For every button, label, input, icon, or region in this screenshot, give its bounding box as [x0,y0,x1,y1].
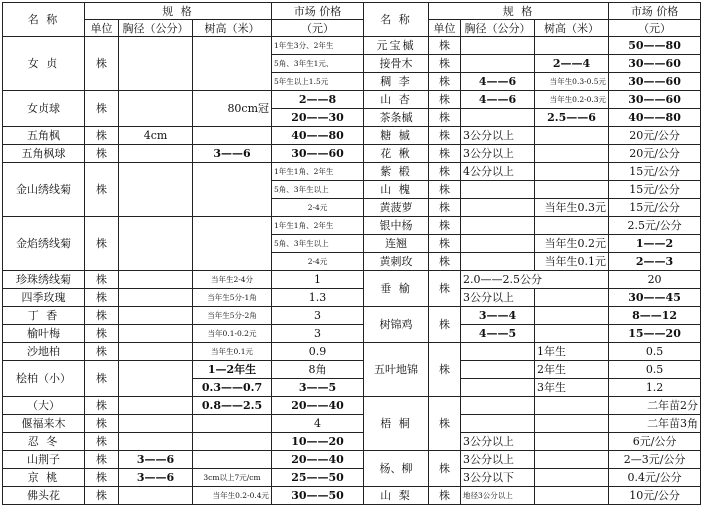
table-cell-name: 黄刺玫 [364,253,429,271]
table-cell-price: 0.5 [609,361,701,379]
table-cell-dbh: 4——6 [461,91,535,109]
table-cell-name: 山 梨 [364,487,429,505]
table-cell-dbh: 3公分以上 [461,433,535,451]
table-cell-dbh [119,145,193,163]
table-cell-height: 当年生0.2-0.3元 [535,91,609,109]
table-cell-name: 银中杨 [364,217,429,235]
table-cell-name: 梧 桐 [364,397,429,451]
table-cell-dbh: 2.0——2.5公分 [461,271,609,289]
table-cell-price: 20元/公分 [609,145,701,163]
table-cell-price: 1年生3分、2年生 [272,37,364,55]
header-yuan-left: （元） [272,20,364,37]
table-cell-height: 80cm冠 [193,91,272,127]
table-cell-name: 杨、柳 [364,451,429,487]
table-cell-price: 2-4元 [272,199,364,217]
table-cell-price: 2——8 [272,91,364,109]
table-cell-height: 0.8——2.5 [193,397,272,415]
table-cell-unit: 株 [429,397,461,451]
table-cell-dbh [461,199,535,217]
table-cell-dbh [119,163,193,217]
table-cell-height: 1年生 [535,343,609,361]
table-cell-dbh: 4cm [119,127,193,145]
table-cell-price: 1.3 [272,289,364,307]
table-cell-price: 15——20 [609,325,701,343]
table-cell-name: 树锦鸡 [364,307,429,343]
table-cell-unit: 株 [429,73,461,91]
header-yuan-right: （元） [609,20,701,37]
table-cell-name: 桧柏（小） [3,361,85,397]
table-cell-height: 当年生2-4分 [193,271,272,289]
table-cell-price: 30——60 [609,73,701,91]
table-cell-unit: 株 [429,253,461,271]
table-cell-unit: 株 [429,55,461,73]
table-cell-dbh [461,361,535,379]
header-height-left: 树高（米） [193,20,272,37]
table-cell-dbh [119,433,193,451]
header-spec-right: 规 格 [429,3,609,20]
table-cell-dbh: 地径3公分以上 [461,487,535,505]
table-cell-dbh [461,55,535,73]
table-cell-name: 金焰绣线菊 [3,217,85,271]
table-cell-price: 5角、3年生以上 [272,181,364,199]
table-cell-name: 山荆子 [3,451,85,469]
table-cell-height: 3cm以上7元/cm [193,469,272,487]
table-cell-name: 黄菠萝 [364,199,429,217]
table-cell-height: 3年生 [535,379,609,397]
table-cell-unit: 株 [429,235,461,253]
header-dbh-left: 胸径（公分） [119,20,193,37]
table-cell-price: 二年苗2分 [609,397,701,415]
table-cell-name: 茶条槭 [364,109,429,127]
table-cell-unit: 株 [85,307,119,325]
table-cell-name: 五叶地锦 [364,343,429,397]
table-cell-price: 1 [272,271,364,289]
table-cell-dbh [461,37,535,55]
header-unit-right: 单位 [429,20,461,37]
table-cell-name: 女 贞 [3,37,85,91]
table-cell-price: 2-4元 [272,253,364,271]
table-cell-dbh: 3公分以上 [461,289,535,307]
table-cell-dbh: 3——4 [461,307,535,325]
table-cell-unit: 株 [85,469,119,487]
table-cell-dbh [461,253,535,271]
table-cell-name: （大） [3,397,85,415]
table-cell-name: 花 楸 [364,145,429,163]
table-cell-dbh [461,343,535,361]
table-cell-price: 5角、3年生以上 [272,235,364,253]
table-cell-dbh [461,397,535,415]
table-cell-height: 当年生0.1元 [193,343,272,361]
table-cell-height: 当年生5分-2角 [193,307,272,325]
table-cell-price: 15元/公分 [609,199,701,217]
table-cell-price: 5年生以上1.5元 [272,73,364,91]
table-cell-price: 40——80 [609,109,701,127]
table-cell-height: 当年生0.3-0.5元 [535,73,609,91]
table-cell-height: 2年生 [535,361,609,379]
table-cell-unit: 株 [85,91,119,127]
table-cell-height [193,415,272,433]
table-cell-price: 20——40 [272,397,364,415]
table-cell-dbh [461,415,535,433]
table-cell-price: 2—3元/公分 [609,451,701,469]
table-cell-height [193,433,272,451]
table-cell-unit: 株 [429,271,461,307]
table-cell-unit: 株 [85,451,119,469]
table-cell-dbh [461,235,535,253]
table-cell-height [535,469,609,487]
table-cell-name: 五角枫 [3,127,85,145]
table-cell-unit: 株 [429,307,461,343]
table-cell-height [535,127,609,145]
table-cell-unit: 株 [429,37,461,55]
table-cell-unit: 株 [85,289,119,307]
table-cell-dbh [461,217,535,235]
table-cell-height [193,37,272,91]
table-cell-unit: 株 [85,415,119,433]
table-cell-dbh: 4公分以上 [461,163,535,181]
table-cell-dbh: 4——5 [461,325,535,343]
header-height-right: 树高（米） [535,20,609,37]
table-cell-unit: 株 [85,361,119,397]
table-cell-price: 0.9 [272,343,364,361]
table-cell-price: 8——12 [609,307,701,325]
table-cell-height [535,37,609,55]
table-cell-price: 10元/公分 [609,487,701,505]
table-cell-unit: 株 [429,217,461,235]
table-cell-price: 20元/公分 [609,127,701,145]
table-cell-dbh [119,307,193,325]
table-cell-price: 20 [609,271,701,289]
table-cell-height [535,433,609,451]
table-cell-price: 5角、3年生1元、 [272,55,364,73]
table-cell-height [193,217,272,271]
table-cell-unit: 株 [429,181,461,199]
table-cell-price: 0.5 [609,343,701,361]
table-cell-name: 丁 香 [3,307,85,325]
table-cell-height [535,163,609,181]
table-cell-unit: 株 [85,397,119,415]
table-cell-height: 当年生5分-1角 [193,289,272,307]
table-cell-name: 糖 槭 [364,127,429,145]
table-cell-name: 京 桃 [3,469,85,487]
table-cell-height [535,307,609,325]
table-cell-unit: 株 [85,217,119,271]
table-cell-price: 2——3 [609,253,701,271]
table-cell-dbh: 3——6 [119,469,193,487]
table-cell-unit: 株 [85,433,119,451]
header-market-right: 市场 价格 [609,3,701,20]
table-cell-height [193,451,272,469]
table-cell-height [535,181,609,199]
table-cell-height: 当年生0.2元 [535,235,609,253]
table-cell-unit: 株 [85,487,119,505]
table-cell-price: 30——60 [272,145,364,163]
table-cell-name: 山 槐 [364,181,429,199]
table-cell-name: 偃福来木 [3,415,85,433]
table-cell-dbh: 3公分以上 [461,451,535,469]
table-cell-dbh [119,343,193,361]
table-cell-dbh: 4——6 [461,73,535,91]
table-cell-price: 0.4元/公分 [609,469,701,487]
table-cell-name: 接骨木 [364,55,429,73]
table-cell-price: 20——30 [272,109,364,127]
table-cell-unit: 株 [429,127,461,145]
table-cell-height: 当年0.1-0.2元 [193,325,272,343]
table-cell-unit: 株 [429,487,461,505]
table-cell-dbh [119,271,193,289]
table-cell-name: 山 杏 [364,91,429,109]
table-cell-height: 当年生0.1元 [535,253,609,271]
header-name-right: 名 称 [364,3,429,37]
header-market-left: 市场 价格 [272,3,364,20]
header-unit-left: 单位 [85,20,119,37]
table-cell-price: 4 [272,415,364,433]
table-cell-name: 金山绣线菊 [3,163,85,217]
table-cell-name: 女贞球 [3,91,85,127]
table-cell-price: 40——80 [272,127,364,145]
table-cell-price: 30——45 [609,289,701,307]
table-cell-dbh: 3公分以下 [461,469,535,487]
table-cell-height: 2.5——6 [535,109,609,127]
table-cell-price: 30——60 [609,91,701,109]
table-cell-height: 0.3——0.7 [193,379,272,397]
table-cell-price: 10——20 [272,433,364,451]
table-cell-dbh [119,415,193,433]
table-cell-name: 榆叶梅 [3,325,85,343]
table-cell-name: 五角枫球 [3,145,85,163]
table-cell-price: 6元/公分 [609,433,701,451]
table-cell-height [535,487,609,505]
table-cell-price: 3 [272,325,364,343]
table-cell-price: 30——50 [272,487,364,505]
table-cell-price: 8角 [272,361,364,379]
table-cell-dbh [461,109,535,127]
table-cell-height [193,163,272,217]
table-cell-price: 25——50 [272,469,364,487]
table-cell-dbh [119,289,193,307]
table-cell-height: 当年生0.3元 [535,199,609,217]
table-cell-height [535,415,609,433]
header-dbh-right: 胸径（公分） [461,20,535,37]
table-cell-price: 3——5 [272,379,364,397]
table-cell-unit: 株 [85,325,119,343]
header-spec-left: 规 格 [85,3,272,20]
table-cell-unit: 株 [85,127,119,145]
table-cell-dbh: 3公分以上 [461,127,535,145]
table-cell-name: 忍 冬 [3,433,85,451]
table-cell-height [193,127,272,145]
table-cell-height: 1—2年生 [193,361,272,379]
table-cell-price: 30——60 [609,55,701,73]
table-cell-price: 2.5元/公分 [609,217,701,235]
table-cell-name: 元宝槭 [364,37,429,55]
table-cell-unit: 株 [85,37,119,91]
table-cell-unit: 株 [429,109,461,127]
table-cell-height [535,451,609,469]
table-cell-unit: 株 [429,199,461,217]
table-cell-height [535,325,609,343]
table-cell-price: 3 [272,307,364,325]
table-cell-dbh: 3公分以上 [461,145,535,163]
table-cell-dbh [119,361,193,397]
table-cell-height [535,217,609,235]
table-cell-name: 稠 李 [364,73,429,91]
table-cell-dbh [119,397,193,415]
table-cell-name: 连翘 [364,235,429,253]
table-cell-unit: 株 [85,343,119,361]
table-cell-name: 佛头花 [3,487,85,505]
table-cell-name: 珍珠绣线菊 [3,271,85,289]
table-cell-height [535,289,609,307]
table-cell-dbh [461,379,535,397]
table-cell-height: 当年生0.2-0.4元 [193,487,272,505]
table-cell-dbh [119,217,193,271]
table-cell-dbh [119,487,193,505]
table-cell-price: 1.2 [609,379,701,397]
table-cell-name: 四季玫瑰 [3,289,85,307]
table-cell-price: 50——80 [609,37,701,55]
table-cell-height [535,397,609,415]
table-cell-unit: 株 [85,145,119,163]
table-cell-dbh [461,181,535,199]
table-cell-height: 2——4 [535,55,609,73]
table-cell-price: 1年生1角、2年生 [272,217,364,235]
table-cell-price: 二年苗3角 [609,415,701,433]
table-cell-unit: 株 [85,163,119,217]
table-cell-name: 垂 榆 [364,271,429,307]
table-cell-price: 1年生1角、2年生 [272,163,364,181]
table-cell-name: 紫 椴 [364,163,429,181]
header-name-left: 名 称 [3,3,85,37]
table-cell-dbh [119,37,193,91]
table-cell-unit: 株 [429,451,461,487]
table-cell-height [535,145,609,163]
table-cell-name: 沙地柏 [3,343,85,361]
table-cell-price: 20——40 [272,451,364,469]
table-cell-dbh: 3——6 [119,451,193,469]
table-cell-price: 15元/公分 [609,163,701,181]
nursery-price-table [2,2,701,505]
table-cell-unit: 株 [429,343,461,397]
table-cell-unit: 株 [85,271,119,289]
table-cell-dbh [119,91,193,127]
table-cell-unit: 株 [429,163,461,181]
table-cell-dbh [119,325,193,343]
table-cell-height: 3——6 [193,145,272,163]
table-cell-price: 1——2 [609,235,701,253]
table-cell-unit: 株 [429,91,461,109]
table-cell-price: 15元/公分 [609,181,701,199]
table-cell-unit: 株 [429,145,461,163]
